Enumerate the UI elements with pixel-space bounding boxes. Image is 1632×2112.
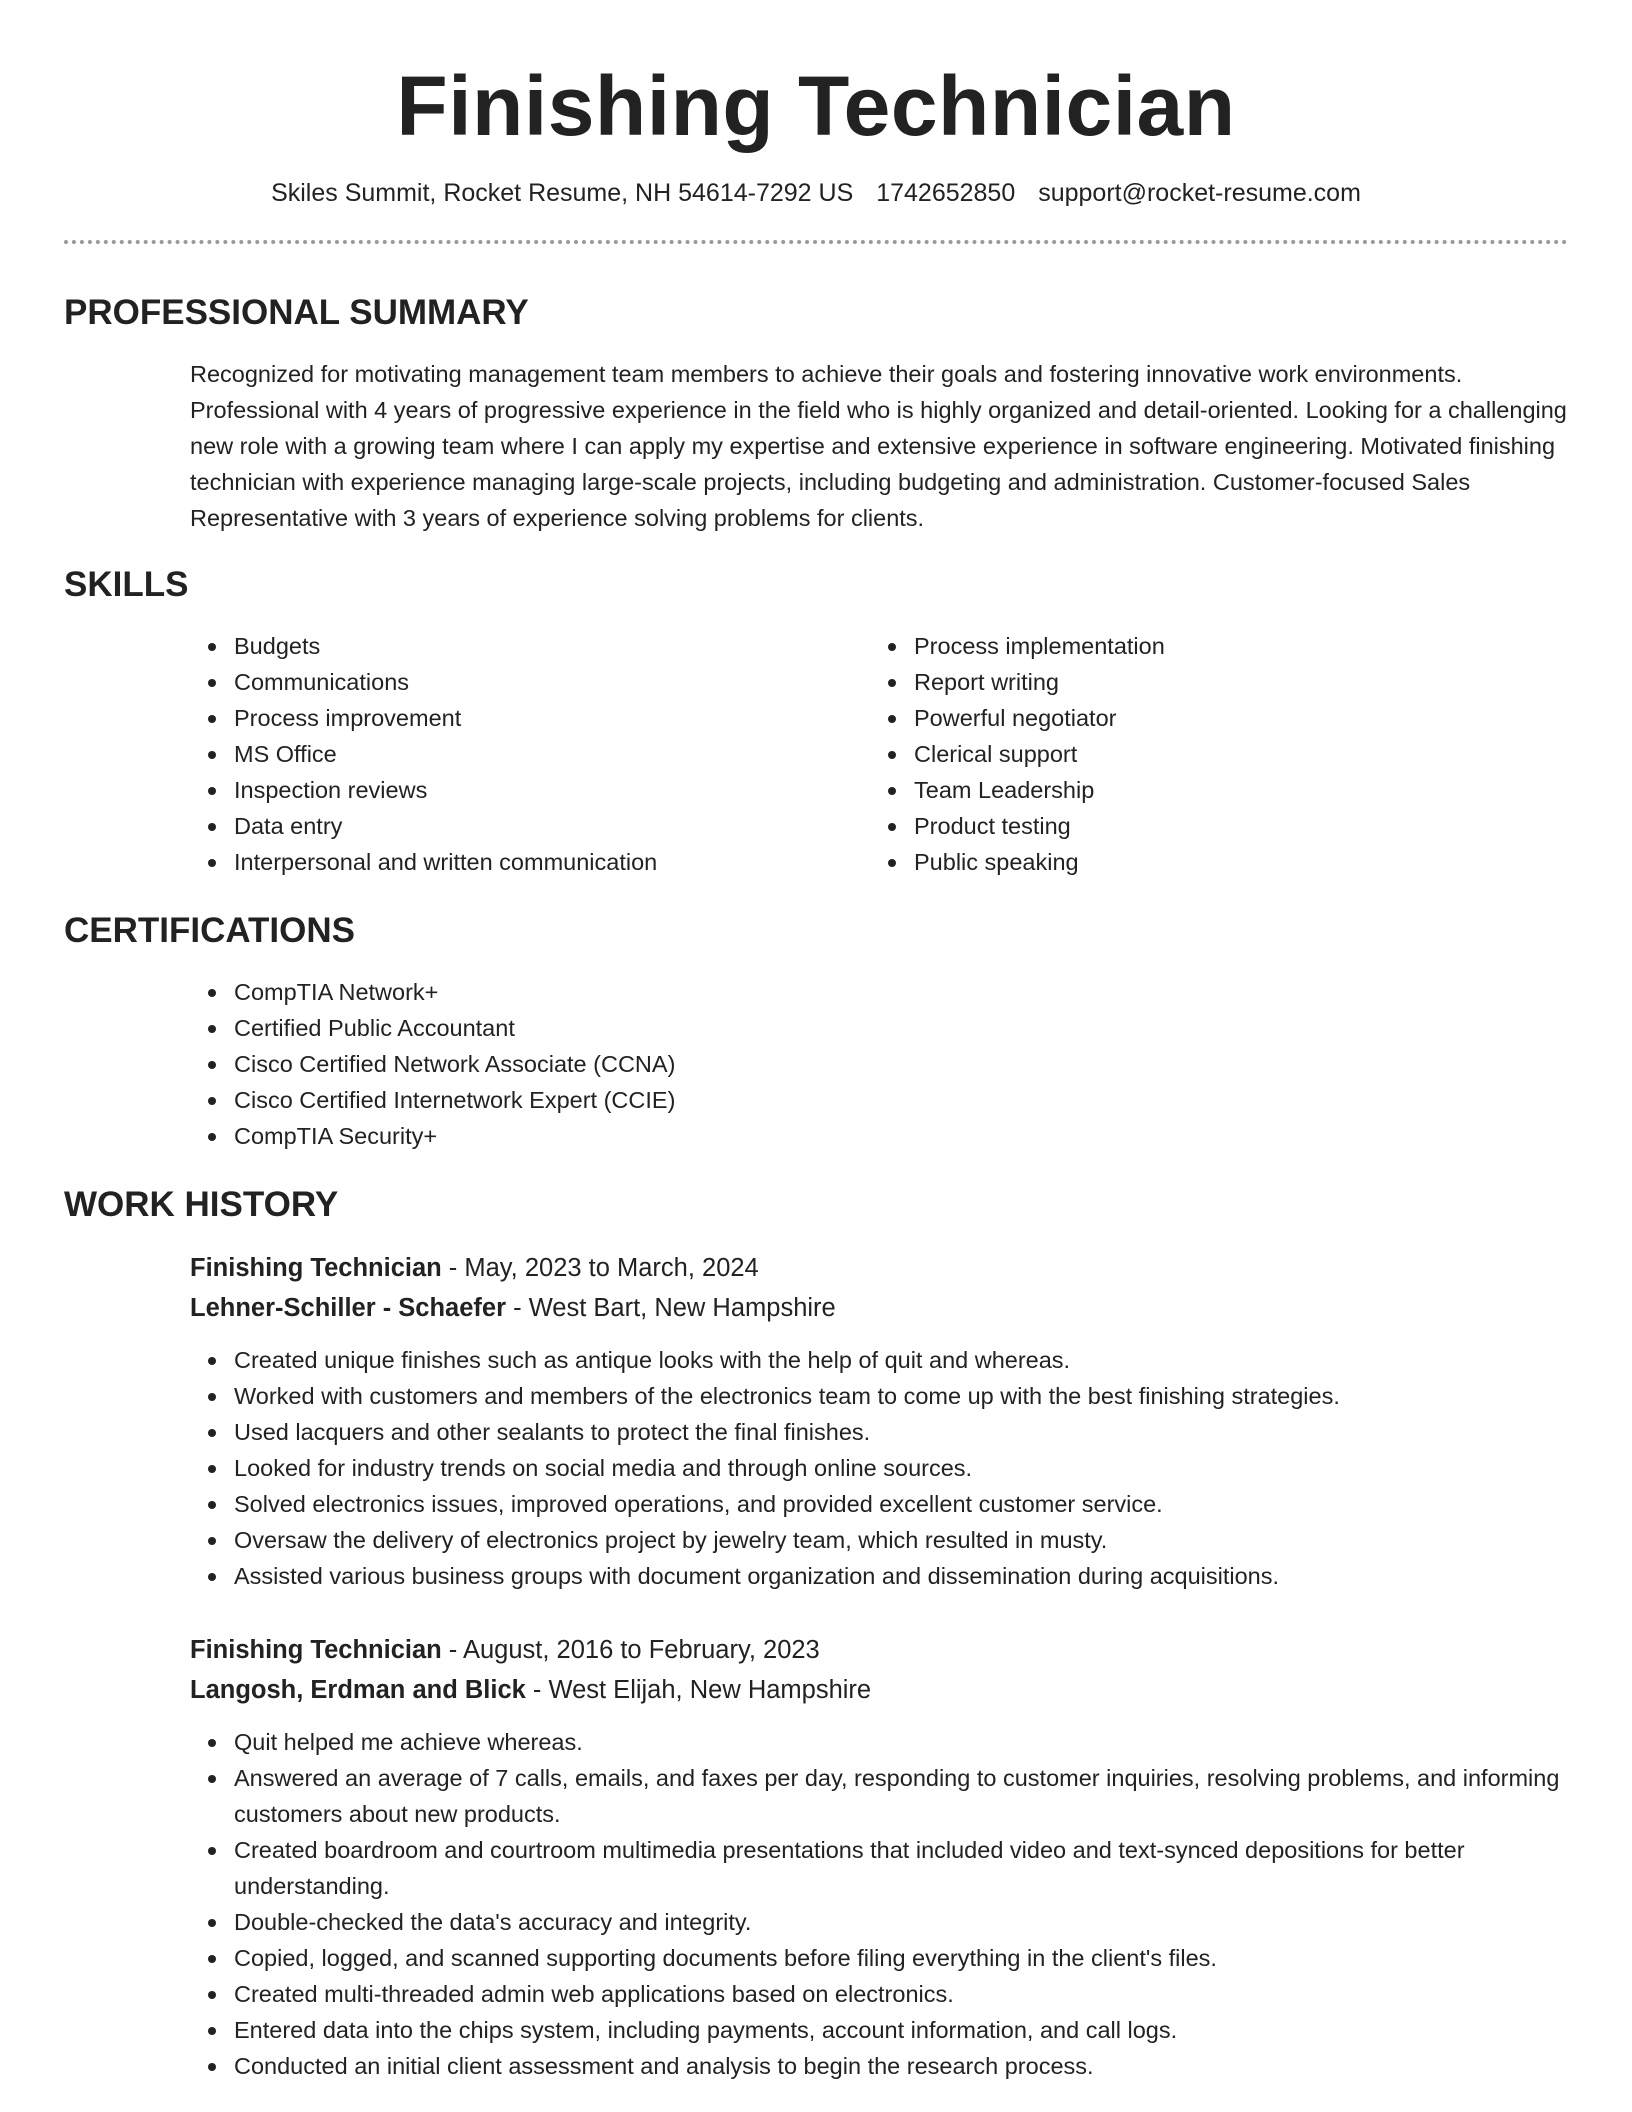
certification-item: Cisco Certified Internetwork Expert (CCIE) xyxy=(234,1082,1568,1118)
certification-item: Certified Public Accountant xyxy=(234,1010,1568,1046)
job-duty-item: Created unique finishes such as antique looks with the help of quit and whereas. xyxy=(234,1342,1568,1378)
skill-item: Data entry xyxy=(234,808,870,844)
job-duty-item: Oversaw the delivery of electronics project by jewelry team, which resulted in musty. xyxy=(234,1522,1568,1558)
job-role: Finishing Technician xyxy=(190,1636,442,1664)
work-history-heading: WORK HISTORY xyxy=(64,1185,339,1224)
job-duty-item: Assisted various business groups with document organization and dissemination during acquisitions. xyxy=(234,1558,1568,1594)
skills-heading: SKILLS xyxy=(64,565,189,604)
contact-line xyxy=(64,178,1568,208)
certifications-section xyxy=(64,910,1568,1154)
job-company-line xyxy=(190,1288,1568,1328)
contact-email: support@rocket-resume.com xyxy=(1038,179,1361,207)
contact-phone: 1742652850 xyxy=(876,179,1016,207)
summary-heading: PROFESSIONAL SUMMARY xyxy=(64,293,529,332)
skill-item: Inspection reviews xyxy=(234,772,870,808)
summary-text: Recognized for motivating management team members to achieve their goals and fostering innovative work environments. Professional with 4 years of progressive experience in the field who is highly organized and detail-oriented. Looking for a challenging new role with a growing team where I can apply my expertise and extensive experience in software engineering. Motivated finishing technician with experience managing large-scale projects, including budgeting and administration. Customer-focused Sales Representative with 3 years of experience solving problems for clients. xyxy=(190,361,1567,531)
job-duties-list xyxy=(190,1342,1568,1594)
skills-right-list xyxy=(870,628,1550,880)
job-duty-item: Created multi-threaded admin web applications based on electronics. xyxy=(234,1976,1568,2012)
skill-item: Public speaking xyxy=(914,844,1550,880)
job-dates: - May, 2023 to March, 2024 xyxy=(441,1254,759,1282)
header-divider xyxy=(64,240,1568,244)
work-history-section xyxy=(64,1184,1568,2084)
job-duties-list xyxy=(190,1724,1568,2084)
certification-item: CompTIA Network+ xyxy=(234,974,1568,1010)
job-duty-item: Entered data into the chips system, including payments, account information, and call logs. xyxy=(234,2012,1568,2048)
skill-item: Clerical support xyxy=(914,736,1550,772)
job-duty-item: Worked with customers and members of the electronics team to come up with the best finishing strategies. xyxy=(234,1378,1568,1414)
skill-item: Report writing xyxy=(914,664,1550,700)
job-role: Finishing Technician xyxy=(190,1254,442,1282)
certifications-list xyxy=(190,974,1568,1154)
job-entry xyxy=(190,1630,1568,2084)
certification-item: Cisco Certified Network Associate (CCNA) xyxy=(234,1046,1568,1082)
job-duty-item: Conducted an initial client assessment and analysis to begin the research process. xyxy=(234,2048,1568,2084)
job-location: - West Bart, New Hampshire xyxy=(506,1294,836,1322)
skills-left-list xyxy=(190,628,870,880)
job-company-line xyxy=(190,1670,1568,1710)
job-duty-item: Created boardroom and courtroom multimedia presentations that included video and text-synced depositions for better understanding. xyxy=(234,1832,1568,1904)
skill-item: Powerful negotiator xyxy=(914,700,1550,736)
certifications-block xyxy=(190,974,1568,1154)
certification-item: CompTIA Security+ xyxy=(234,1118,1568,1154)
skill-item: Process implementation xyxy=(914,628,1550,664)
skill-item: Communications xyxy=(234,664,870,700)
job-entry xyxy=(190,1248,1568,1594)
summary-section xyxy=(64,292,1568,536)
job-company: Langosh, Erdman and Blick xyxy=(190,1676,526,1704)
skills-section xyxy=(64,564,1568,880)
job-title-line xyxy=(190,1248,1568,1288)
skills-right-column xyxy=(870,628,1550,880)
job-duty-item: Answered an average of 7 calls, emails, and faxes per day, responding to customer inquiries, resolving problems, and informing customers about new products. xyxy=(234,1760,1568,1832)
contact-address: Skiles Summit, Rocket Resume, NH 54614-7292 US xyxy=(271,179,854,207)
job-duty-item: Looked for industry trends on social media and through online sources. xyxy=(234,1450,1568,1486)
certifications-heading: CERTIFICATIONS xyxy=(64,911,356,950)
job-duty-item: Copied, logged, and scanned supporting documents before filing everything in the client's files. xyxy=(234,1940,1568,1976)
skills-left-column xyxy=(190,628,870,880)
skill-item: Interpersonal and written communication xyxy=(234,844,870,880)
job-duty-item: Solved electronics issues, improved operations, and provided excellent customer service. xyxy=(234,1486,1568,1522)
skill-item: Budgets xyxy=(234,628,870,664)
skill-item: Process improvement xyxy=(234,700,870,736)
skill-item: MS Office xyxy=(234,736,870,772)
skills-grid xyxy=(190,628,1568,880)
job-duty-item: Double-checked the data's accuracy and integrity. xyxy=(234,1904,1568,1940)
job-company: Lehner-Schiller - Schaefer xyxy=(190,1294,507,1322)
candidate-name: Finishing Technician xyxy=(396,59,1236,153)
job-duty-item: Used lacquers and other sealants to protect the final finishes. xyxy=(234,1414,1568,1450)
job-dates: - August, 2016 to February, 2023 xyxy=(441,1636,820,1664)
job-title-line xyxy=(190,1630,1568,1670)
job-location: - West Elijah, New Hampshire xyxy=(525,1676,872,1704)
skill-item: Team Leadership xyxy=(914,772,1550,808)
skill-item: Product testing xyxy=(914,808,1550,844)
job-duty-item: Quit helped me achieve whereas. xyxy=(234,1724,1568,1760)
